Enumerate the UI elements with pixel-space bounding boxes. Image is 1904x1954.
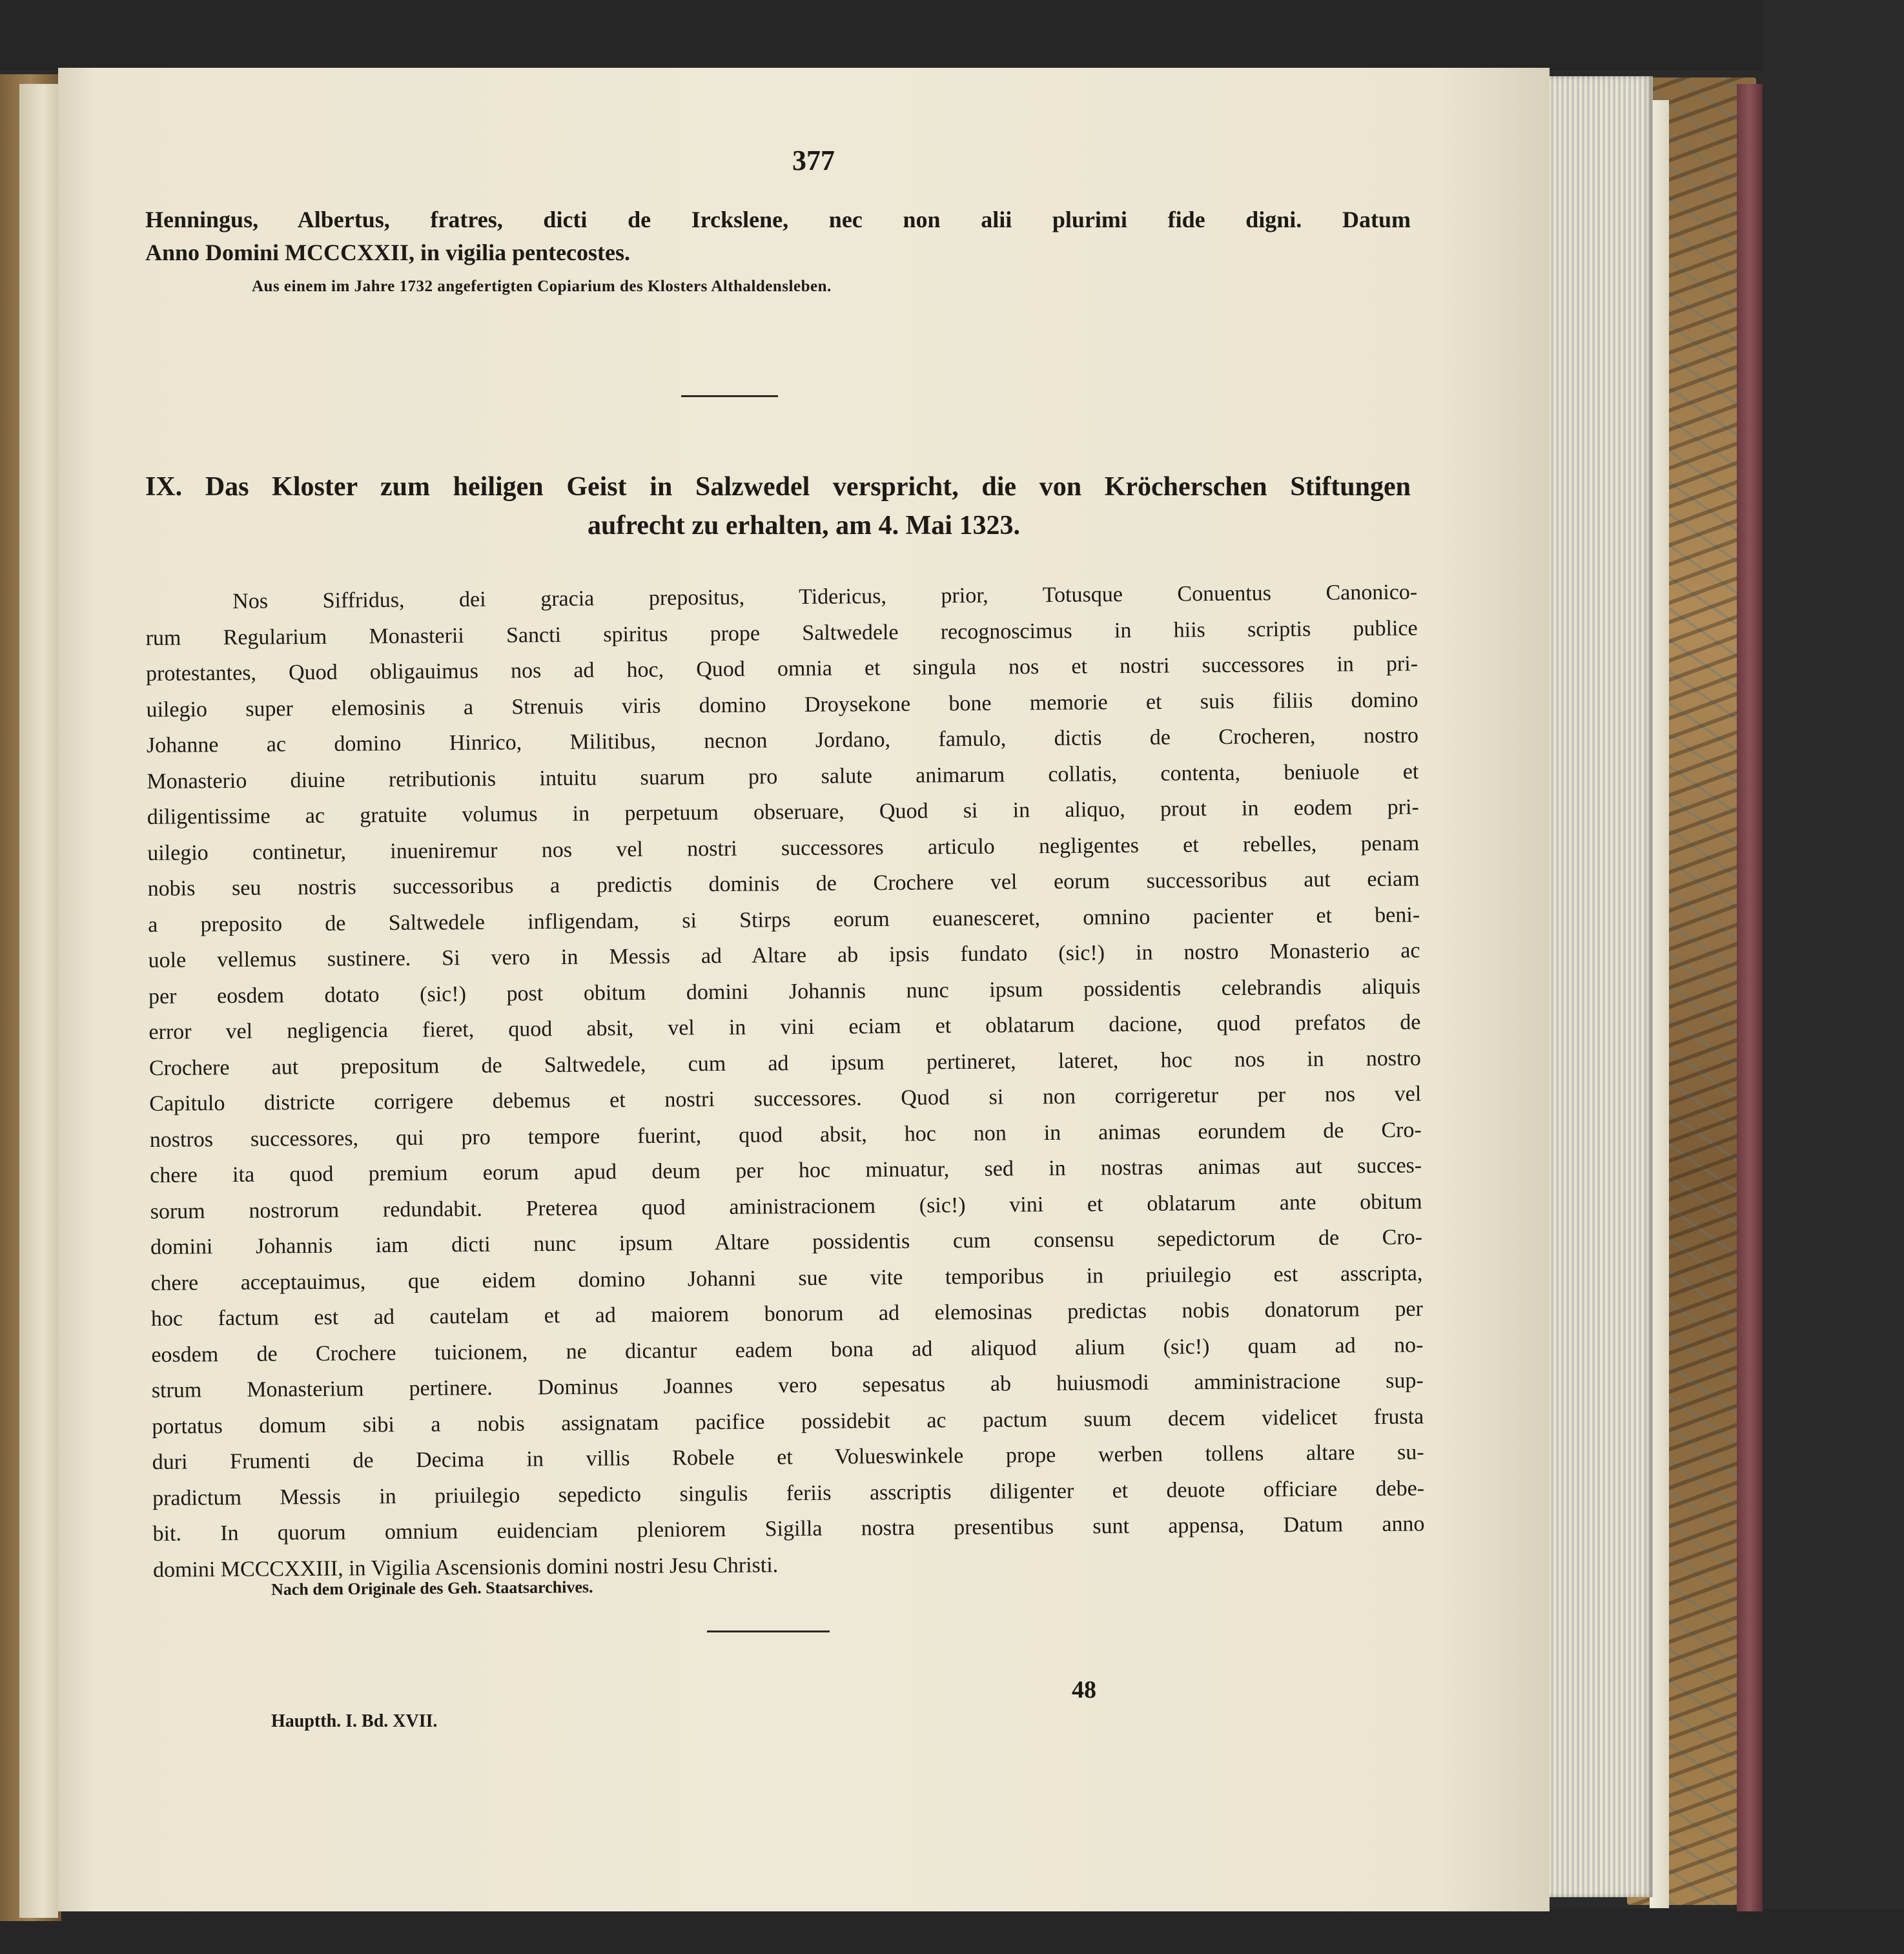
text-line: domini MCCCXXIII, in Vigilia Ascensionis domini nostri Jesu Christi.	[152, 1552, 779, 1582]
text-line: error vel negligencia fieret, quod absit, vel in vini eciam et oblatarum dacione, quod prefatos de	[148, 1010, 1421, 1044]
text-line: eosdem de Crochere tuicionem, ne dicantur eadem bona ad aliquod alium (sic!) quam ad no-	[151, 1332, 1424, 1367]
page-number: 377	[792, 145, 835, 176]
text-line: Capitulo districte corrigere debemus et nostri successores. Quod si non corrigeretur per nos vel	[149, 1082, 1422, 1116]
background-top	[0, 0, 1904, 71]
intro-paragraph	[145, 203, 1411, 269]
page-stack-edges	[1543, 76, 1653, 1897]
text-line: nostros successores, qui pro tempore fuerint, quod absit, hoc non in animas eorundem de Cro-	[149, 1118, 1422, 1152]
book-page	[58, 68, 1550, 1911]
text-line: strum Monasterium pertinere. Dominus Joannes vero sepesatus ab huiusmodi amministracione sup-	[151, 1368, 1424, 1403]
book-spine-strip	[1737, 84, 1763, 1911]
divider-rule-bottom	[707, 1630, 830, 1632]
source-note: Aus einem im Jahre 1732 angefertigten Copiarium des Klosters Althaldensleben.	[252, 278, 832, 295]
text-line: Anno Domini MCCCXXII, in vigilia pentecostes.	[145, 240, 631, 265]
text-line: diligentissime ac gratuite volumus in perpetuum obseruare, Quod si in aliquo, prout in eodem pri-	[147, 795, 1419, 829]
text-line: hoc factum est ad cautelam et ad maiorem bonorum ad elemosinas predictas nobis donatorum per	[150, 1297, 1424, 1331]
text-line: duri Frumenti de Decima in villis Robele et Volueswinkele prope werben tollens altare su-	[152, 1440, 1424, 1474]
charter-body	[145, 575, 1425, 1588]
text-line: sorum nostrorum redundabit. Preterea quod aministracionem (sic!) vini et oblatarum ante obitum	[150, 1189, 1422, 1224]
text-line: rum Regularium Monasterii Sancti spiritus prope Saltwedele recognoscimus in hiis scriptis publice	[145, 616, 1418, 650]
text-line: bit. In quorum omnium euidenciam pleniorem Sigilla nostra presentibus sunt appensa, Datum anno	[152, 1512, 1425, 1546]
text-line: uilegio continetur, inueniremur nos vel nostri successores articulo negligentes et rebelles, penam	[147, 831, 1420, 865]
background-bottom	[0, 1909, 1904, 1954]
text-line: nobis seu nostris successoribus a predictis dominis de Crochere vel eorum successoribus aut eciam	[147, 867, 1420, 901]
source-note-original: Nach dem Originale des Geh. Staatsarchives.	[271, 1578, 593, 1599]
background-right	[1762, 0, 1904, 1954]
text-line: chere ita quod premium eorum apud deum per hoc minuatur, sed in nostras animas aut succes-	[150, 1153, 1422, 1188]
text-line: Johanne ac domino Hinrico, Militibus, necnon Jordano, famulo, dictis de Crocheren, nostro	[146, 723, 1419, 757]
section-heading-continued: aufrecht zu erhalten, am 4. Mai 1323.	[588, 511, 1020, 540]
text-line: Crochere aut prepositum de Saltwedele, cum ad ipsum pertineret, lateret, hoc nos in nostro	[148, 1046, 1421, 1080]
text-line: domini Johannis iam dicti nunc ipsum Altare possidentis cum consensu sepedictorum de Cro-	[150, 1225, 1423, 1259]
text-line: portatus domum sibi a nobis assignatam pacifice possidebit ac pactum suum decem videlicet frusta	[152, 1404, 1424, 1439]
text-line: pradictum Messis in priuilegio sepedicto singulis feriis asscriptis diligenter et deuote officiare debe-	[152, 1476, 1425, 1510]
text-line: uilegio super elemosinis a Strenuis viris domino Droysekone bone memorie et suis filiis domino	[146, 688, 1418, 722]
text-line: uole vellemus sustinere. Si vero in Messis ad Altare ab ipsis fundato (sic!) in nostro Monasterio ac	[148, 938, 1420, 972]
facing-page-edge	[19, 84, 58, 1918]
text-line: Henningus, Albertus, fratres, dicti de Irckslene, nec non alii plurimi fide digni. Datum	[145, 207, 1411, 232]
sheet-number: 48	[1072, 1676, 1096, 1703]
text-line: Monasterio diuine retributionis intuitu suarum pro salute animarum collatis, contenta, beniuole et	[147, 759, 1419, 794]
text-line: a preposito de Saltwedele infligendam, si Stirps eorum euanesceret, omnino pacienter et beni-	[147, 903, 1420, 937]
text-line: Nos Siffridus, dei gracia prepositus, Tidericus, prior, Totusque Conuentus Canonico-	[232, 580, 1418, 613]
text-line: protestantes, Quod obligauimus nos ad hoc, Quod omnia et singula nos et nostri successores in pri-	[145, 652, 1418, 686]
footer-signature: Hauptth. I. Bd. XVII.	[271, 1711, 438, 1731]
text-line: per eosdem dotato (sic!) post obitum domini Johannis nunc ipsum possidentis celebrandis aliquis	[148, 974, 1421, 1009]
divider-rule	[681, 395, 778, 397]
section-heading: IX. Das Kloster zum heiligen Geist in Salzwedel verspricht, die von Kröcherschen Stiftungen	[145, 472, 1411, 502]
text-line: chere acceptauimus, que eidem domino Johanni sue vite temporibus in priuilegio est asscripta,	[150, 1260, 1423, 1295]
